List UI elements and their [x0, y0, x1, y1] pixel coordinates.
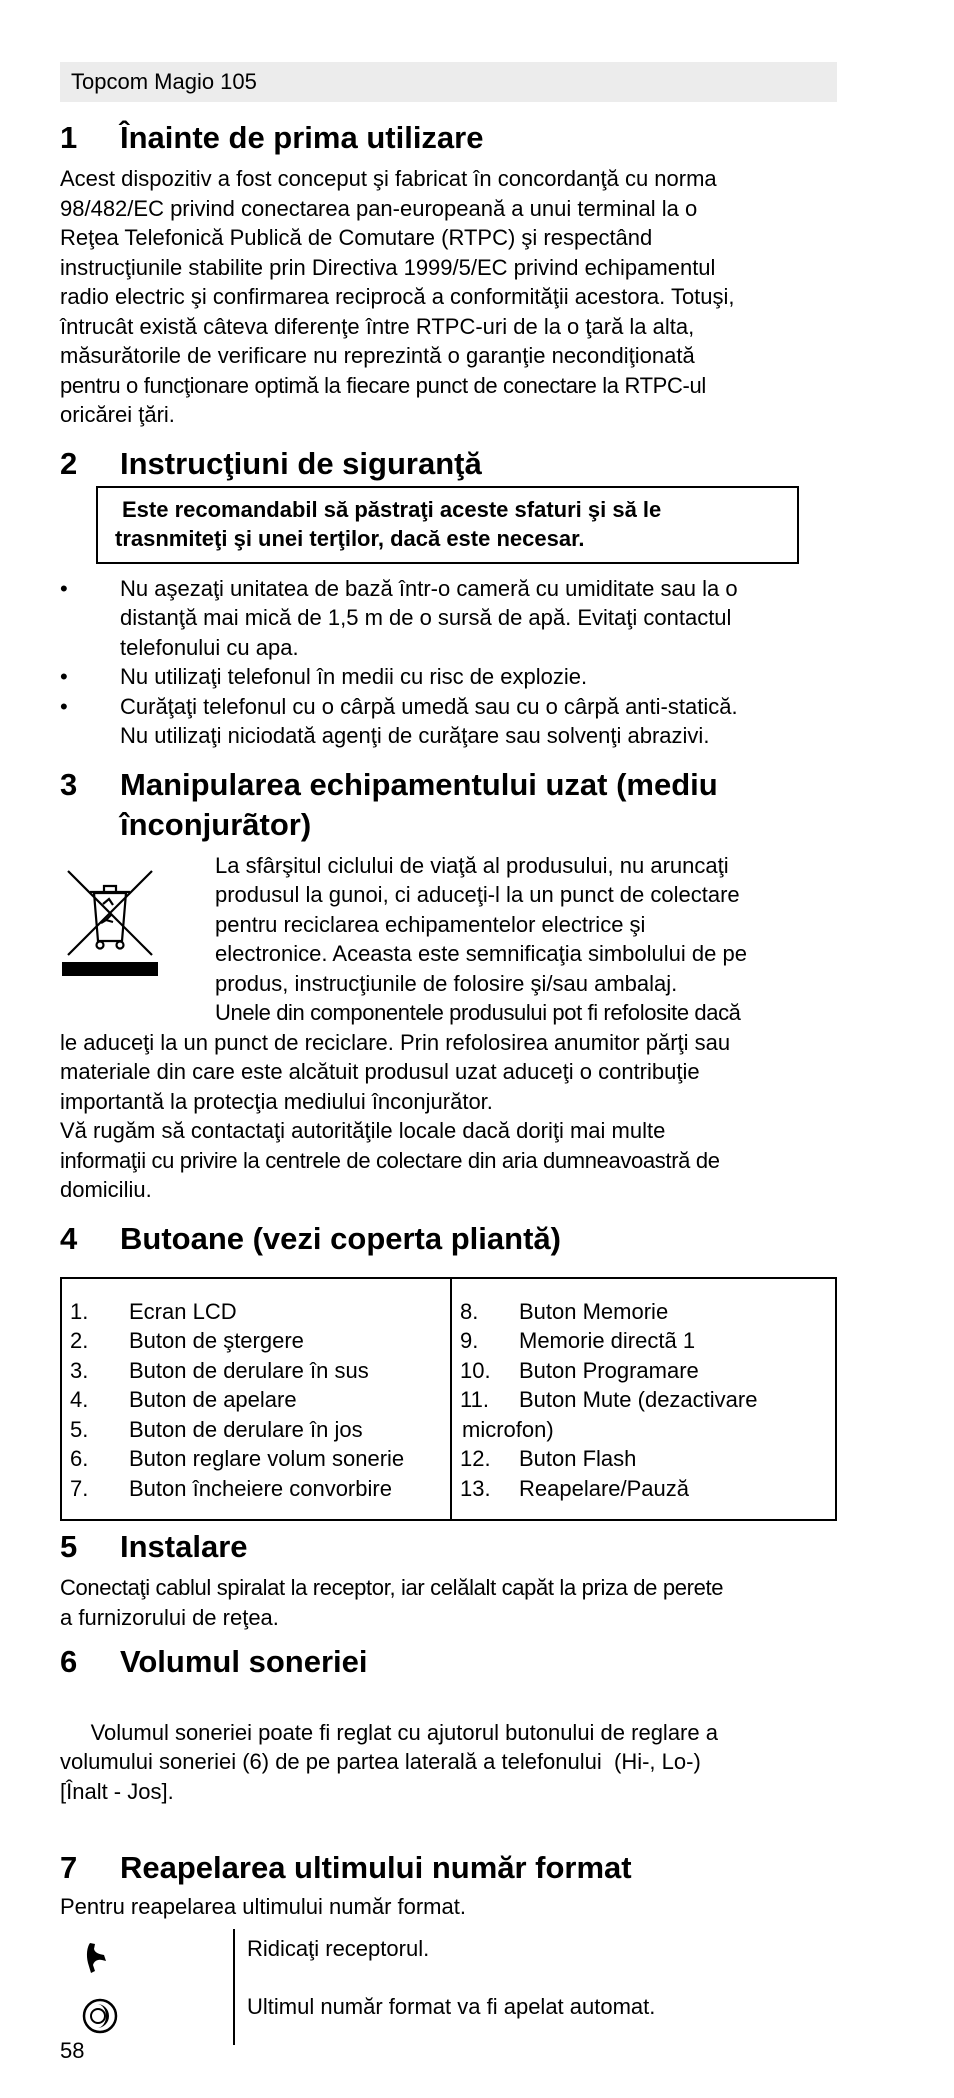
buttons-table: [60, 1277, 837, 1522]
list-item: 7. Buton încheiere convorbire: [70, 1475, 392, 1501]
page-header: [60, 62, 837, 102]
section-6-body: Volumul soneriei poate fi reglat cu ajutorul butonului de reglare a volumului soneriei (6) de pe partea laterală a telefonului (Hi-, Lo-) [Înalt - Jos].: [60, 1719, 718, 1804]
section-5-heading: 5 Instalare: [60, 1529, 248, 1564]
section-6-heading: 6 Volumul soneriei: [60, 1644, 368, 1679]
section-1-body: Acest dispozitiv a fost conceput şi fabricat în concordanţă cu norma 98/482/EC privind conectarea pan-europeană a unui terminal la o Reţea Telefonică Publică de Comutare (RTPC) şi respectând instrucţiunile stabilite prin Directiva 1999/5/EC privind echipamentul radio electric şi confirmarea reciprocă a conformităţii acestora. Totuşi, întrucât există câteva diferenţe între RTPC-uri de la o ţară la alta, măsurătorile de verificare nu reprezintă o garanţie necondiţionată pentru o funcţionare optimă la fiecare punct de conectare la RTPC-ul oricărei ţări.: [60, 166, 735, 427]
manual-page: [60, 62, 837, 2045]
redial-steps-table: [60, 1929, 837, 2045]
safety-bullet-list: [60, 574, 837, 751]
section-7-intro: Pentru reapelarea ultimului număr format.: [60, 1893, 466, 1919]
list-item: 9. Memorie directã 1: [460, 1328, 696, 1353]
step-text: Ultimul număr format va fi apelat automat.: [247, 1994, 656, 2019]
recycling-text-side: La sfârşitul ciclului de viaţă al produsului, nu aruncaţi produsul la gunoi, ci aduceţi-l la un punct de colectare pentru reciclarea echipamentelor electrice şi electronice. Aceasta este semnificaţia simbolului de pe produs, instrucţiunile de folosire şi/sau ambalaj. Unele din componentele produsului pot fi refolosite dacă: [215, 852, 747, 1025]
list-item-continuation: microfon): [462, 1416, 554, 1442]
list-item: 1. Ecran LCD: [70, 1298, 237, 1324]
handset-off-hook-icon: [82, 1941, 110, 1975]
safety-notice-box: Este recomandabil să păstraţi aceste sfaturi şi să le trasnmiteţi şi unei terţilor, dacă este necesar.: [96, 486, 799, 564]
page-number: 58: [60, 2038, 85, 2063]
list-item: 4. Buton de apelare: [70, 1387, 297, 1412]
list-item: 8. Buton Memorie: [460, 1298, 669, 1324]
weee-crossed-bin-icon: [60, 859, 160, 977]
list-item: • Nu utilizaţi telefonul în medii cu risc de explozie.: [60, 664, 588, 689]
list-item: • Curăţaţi telefonul cu o cârpă umedă sau cu o cârpă anti-statică. Nu utilizaţi niciodată agenţi de curăţare sau solvenţi abrazivi.: [60, 693, 738, 748]
list-item: 13. Reapelare/Pauză: [460, 1475, 690, 1501]
section-7-heading: 7 Reapelarea ultimului număr format: [60, 1849, 632, 1885]
list-item: • Nu aşezaţi unitatea de bază într-o cameră cu umiditate sau la o distanţă mai mică de 1,5 m de o sursă de apă. Evitaţi contactul telefonului cu apa.: [60, 575, 738, 660]
recycling-text-full: le aduceţi la un punct de reciclare. Prin refolosirea anumitor părţi sau materiale din care este alcătuit produsul uzat aduceţi o contribuţie importantă la protecţia mediului înconjurător. Vă rugăm să contactaţi autorităţile locale dacă doriţi mai multe informaţii cu privire la centrele de colectare din aria dumneavoastră de domiciliu.: [60, 1029, 731, 1202]
list-item: 2. Buton de ştergere: [70, 1328, 304, 1353]
list-item: 3. Buton de derulare în sus: [70, 1357, 369, 1383]
list-item: 11. Buton Mute (dezactivare: [460, 1387, 758, 1412]
section-1-heading: 1 Înainte de prima utilizare: [60, 120, 484, 155]
section-4-heading: 4 Butoane (vezi coperta pliantă): [60, 1220, 561, 1256]
product-name: Topcom Magio 105: [71, 69, 257, 94]
section-3-heading: 3 Manipularea echipamentului uzat (mediu înconjurãtor): [60, 766, 718, 842]
list-item: 10. Buton Programare: [460, 1357, 699, 1383]
section-2-heading: 2 Instrucţiuni de siguranţă: [60, 445, 482, 481]
list-item: 5. Buton de derulare în jos: [70, 1416, 363, 1442]
step-text: Ridicaţi receptorul.: [247, 1936, 430, 1961]
list-item: 12. Buton Flash: [460, 1446, 637, 1471]
redial-button-icon: [82, 1998, 118, 2034]
section-5-body: Conectaţi cablul spiralat la receptor, iar celălalt capăt la priza de perete a furnizorului de reţea.: [60, 1575, 724, 1630]
list-item: 6. Buton reglare volum sonerie: [70, 1446, 405, 1471]
